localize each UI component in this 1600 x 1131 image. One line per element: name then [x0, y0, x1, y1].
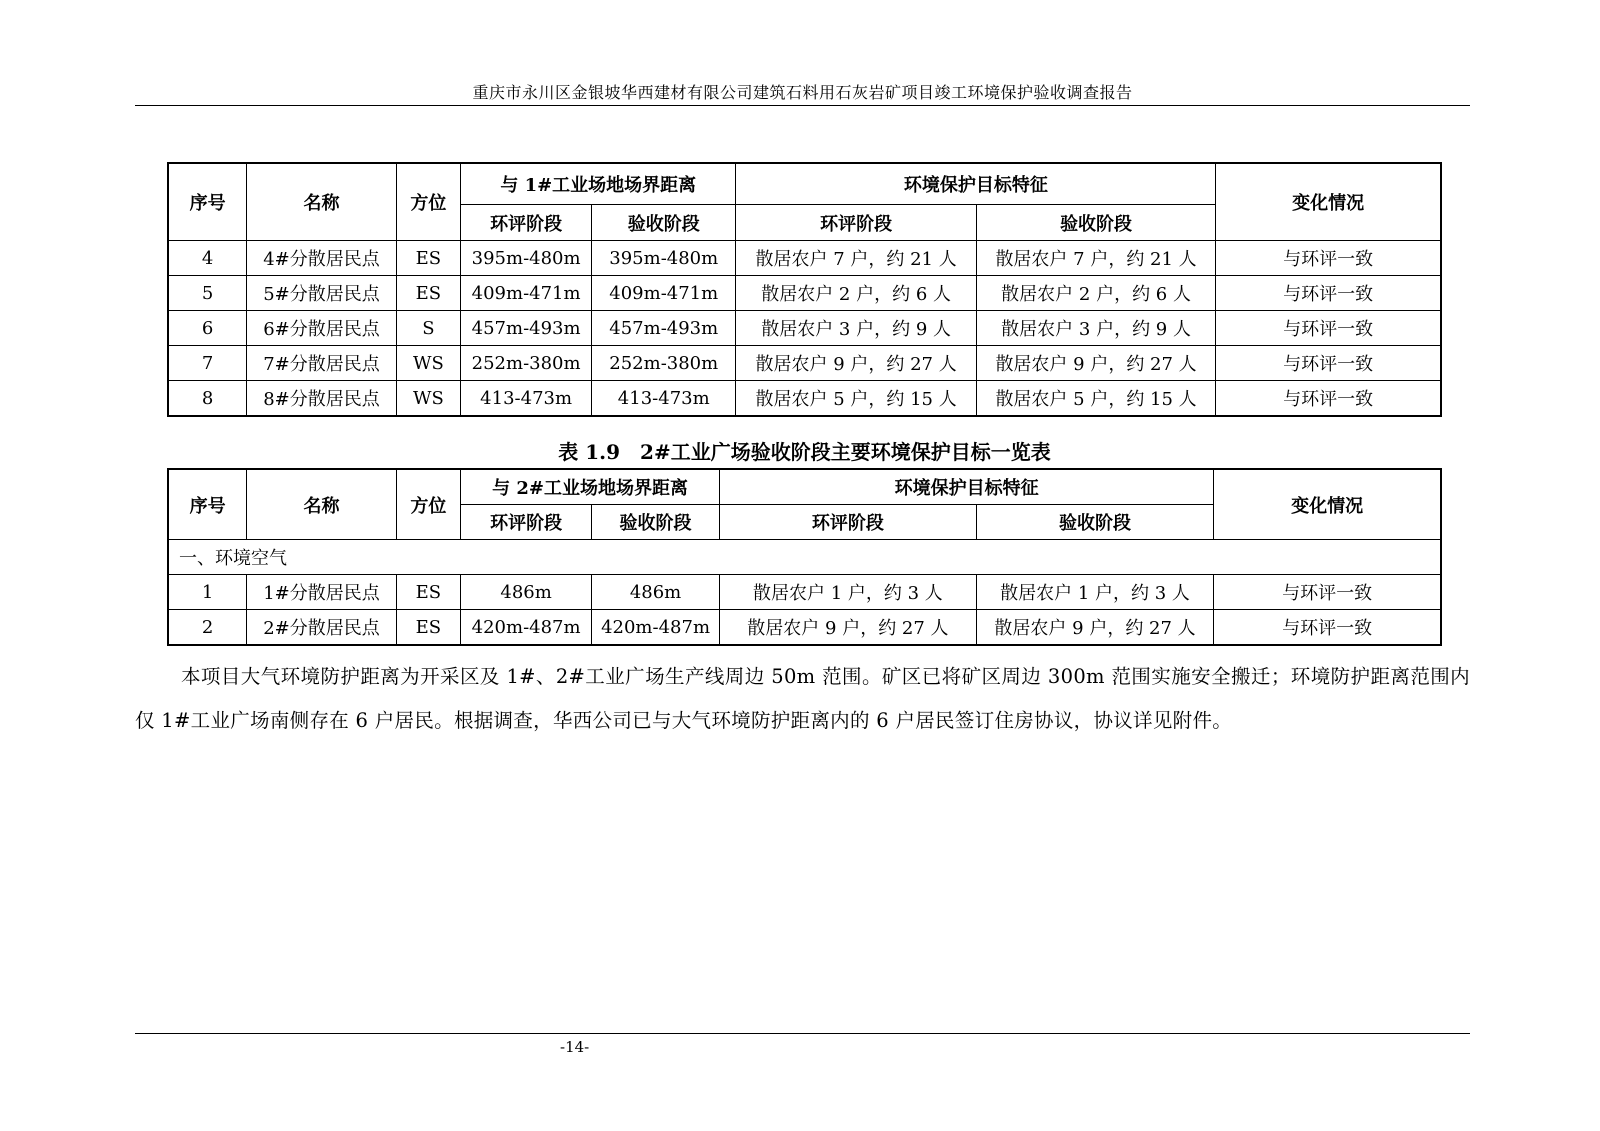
header-seq: 序号	[168, 163, 247, 241]
cell-feature-eia: 散居农户 9 户，约 27 人	[736, 346, 976, 381]
header-direction: 方位	[396, 469, 460, 540]
cell-name: 6#分散居民点	[247, 311, 396, 346]
cell-feature-eia: 散居农户 2 户，约 6 人	[736, 276, 976, 311]
header-feature-group: 环境保护目标特征	[736, 163, 1216, 205]
cell-feature-acceptance: 散居农户 5 户，约 15 人	[976, 381, 1215, 417]
table-caption: 表 1.9 2#工业广场验收阶段主要环境保护目标一览表	[558, 440, 1051, 464]
cell-feature-acceptance: 散居农户 1 户，约 3 人	[976, 575, 1213, 610]
cell-change: 与环评一致	[1216, 311, 1441, 346]
cell-distance-acceptance: 409m-471m	[592, 276, 736, 311]
cell-feature-acceptance: 散居农户 9 户，约 27 人	[976, 346, 1215, 381]
cell-name: 1#分散居民点	[247, 575, 396, 610]
header-distance-acceptance: 验收阶段	[592, 505, 720, 540]
cell-distance-acceptance: 252m-380m	[592, 346, 736, 381]
report-header-title: 重庆市永川区金银坡华西建材有限公司建筑石料用石灰岩矿项目竣工环境保护验收调查报告	[472, 83, 1133, 102]
cell-direction: ES	[396, 276, 460, 311]
cell-distance-acceptance: 457m-493m	[592, 311, 736, 346]
cell-seq: 6	[168, 311, 247, 346]
table-row	[168, 381, 1441, 417]
header-change: 变化情况	[1214, 469, 1441, 540]
header-name: 名称	[247, 163, 396, 241]
cell-feature-acceptance: 散居农户 7 户，约 21 人	[976, 241, 1215, 276]
cell-change: 与环评一致	[1216, 346, 1441, 381]
cell-seq: 8	[168, 381, 247, 417]
cell-feature-acceptance: 散居农户 3 户，约 9 人	[976, 311, 1215, 346]
cell-distance-eia: 420m-487m	[461, 610, 592, 646]
cell-change: 与环评一致	[1216, 276, 1441, 311]
cell-direction: ES	[396, 575, 460, 610]
cell-feature-acceptance: 散居农户 9 户，约 27 人	[976, 610, 1213, 646]
cell-seq: 1	[168, 575, 247, 610]
footer-rule	[135, 1033, 1470, 1034]
header-feature-eia: 环评阶段	[736, 205, 976, 241]
cell-distance-eia: 486m	[461, 575, 592, 610]
header-feature-group: 环境保护目标特征	[720, 469, 1214, 505]
protection-targets-table-1	[167, 162, 1442, 417]
cell-feature-eia: 散居农户 5 户，约 15 人	[736, 381, 976, 417]
cell-feature-eia: 散居农户 3 户，约 9 人	[736, 311, 976, 346]
cell-change: 与环评一致	[1216, 241, 1441, 276]
cell-change: 与环评一致	[1216, 381, 1441, 417]
cell-direction: WS	[396, 381, 460, 417]
table-row	[168, 311, 1441, 346]
cell-distance-eia: 252m-380m	[461, 346, 592, 381]
cell-distance-acceptance: 486m	[592, 575, 720, 610]
header-direction: 方位	[396, 163, 460, 241]
cell-seq: 2	[168, 610, 247, 646]
header-distance-group: 与 2#工业场地场界距离	[461, 469, 720, 505]
cell-distance-eia: 395m-480m	[461, 241, 592, 276]
cell-name: 2#分散居民点	[247, 610, 396, 646]
header-distance-eia: 环评阶段	[461, 205, 592, 241]
table-row	[168, 575, 1441, 610]
cell-name: 8#分散居民点	[247, 381, 396, 417]
cell-feature-eia: 散居农户 7 户，约 21 人	[736, 241, 976, 276]
cell-name: 5#分散居民点	[247, 276, 396, 311]
header-distance-acceptance: 验收阶段	[592, 205, 736, 241]
table-row	[168, 276, 1441, 311]
header-distance-group: 与 1#工业场地场界距离	[461, 163, 736, 205]
cell-direction: ES	[396, 241, 460, 276]
table-row	[168, 241, 1441, 276]
cell-distance-acceptance: 420m-487m	[592, 610, 720, 646]
body-paragraph: 本项目大气环境防护距离为开采区及 1#、2#工业广场生产线周边 50m 范围。矿区已将矿区周边 300m 范围实施安全搬迁；环境防护距离范围内仅 1#工业广场南侧存在 6 户居民。根据调查，华西公司已与大气环境防护距离内的 6 户居民签订住房协议，协议详见附件。	[135, 665, 1470, 732]
header-name: 名称	[247, 469, 396, 540]
page-number: -14-	[560, 1038, 590, 1056]
cell-change: 与环评一致	[1214, 610, 1441, 646]
cell-feature-acceptance: 散居农户 2 户，约 6 人	[976, 276, 1215, 311]
cell-distance-eia: 413-473m	[461, 381, 592, 417]
header-change: 变化情况	[1216, 163, 1441, 241]
header-rule	[135, 105, 1470, 106]
cell-direction: WS	[396, 346, 460, 381]
cell-name: 7#分散居民点	[247, 346, 396, 381]
cell-seq: 7	[168, 346, 247, 381]
cell-distance-acceptance: 413-473m	[592, 381, 736, 417]
header-feature-acceptance: 验收阶段	[976, 205, 1215, 241]
cell-distance-eia: 457m-493m	[461, 311, 592, 346]
section-row-air: 一、环境空气	[168, 540, 1441, 575]
cell-change: 与环评一致	[1214, 575, 1441, 610]
cell-direction: S	[396, 311, 460, 346]
header-feature-acceptance: 验收阶段	[976, 505, 1213, 540]
cell-seq: 4	[168, 241, 247, 276]
header-distance-eia: 环评阶段	[461, 505, 592, 540]
cell-name: 4#分散居民点	[247, 241, 396, 276]
cell-direction: ES	[396, 610, 460, 646]
cell-seq: 5	[168, 276, 247, 311]
cell-distance-eia: 409m-471m	[461, 276, 592, 311]
cell-feature-eia: 散居农户 9 户，约 27 人	[720, 610, 977, 646]
protection-targets-table-2	[167, 468, 1442, 646]
header-feature-eia: 环评阶段	[720, 505, 977, 540]
cell-distance-acceptance: 395m-480m	[592, 241, 736, 276]
header-seq: 序号	[168, 469, 247, 540]
table-row	[168, 610, 1441, 646]
table-row	[168, 346, 1441, 381]
cell-feature-eia: 散居农户 1 户，约 3 人	[720, 575, 977, 610]
